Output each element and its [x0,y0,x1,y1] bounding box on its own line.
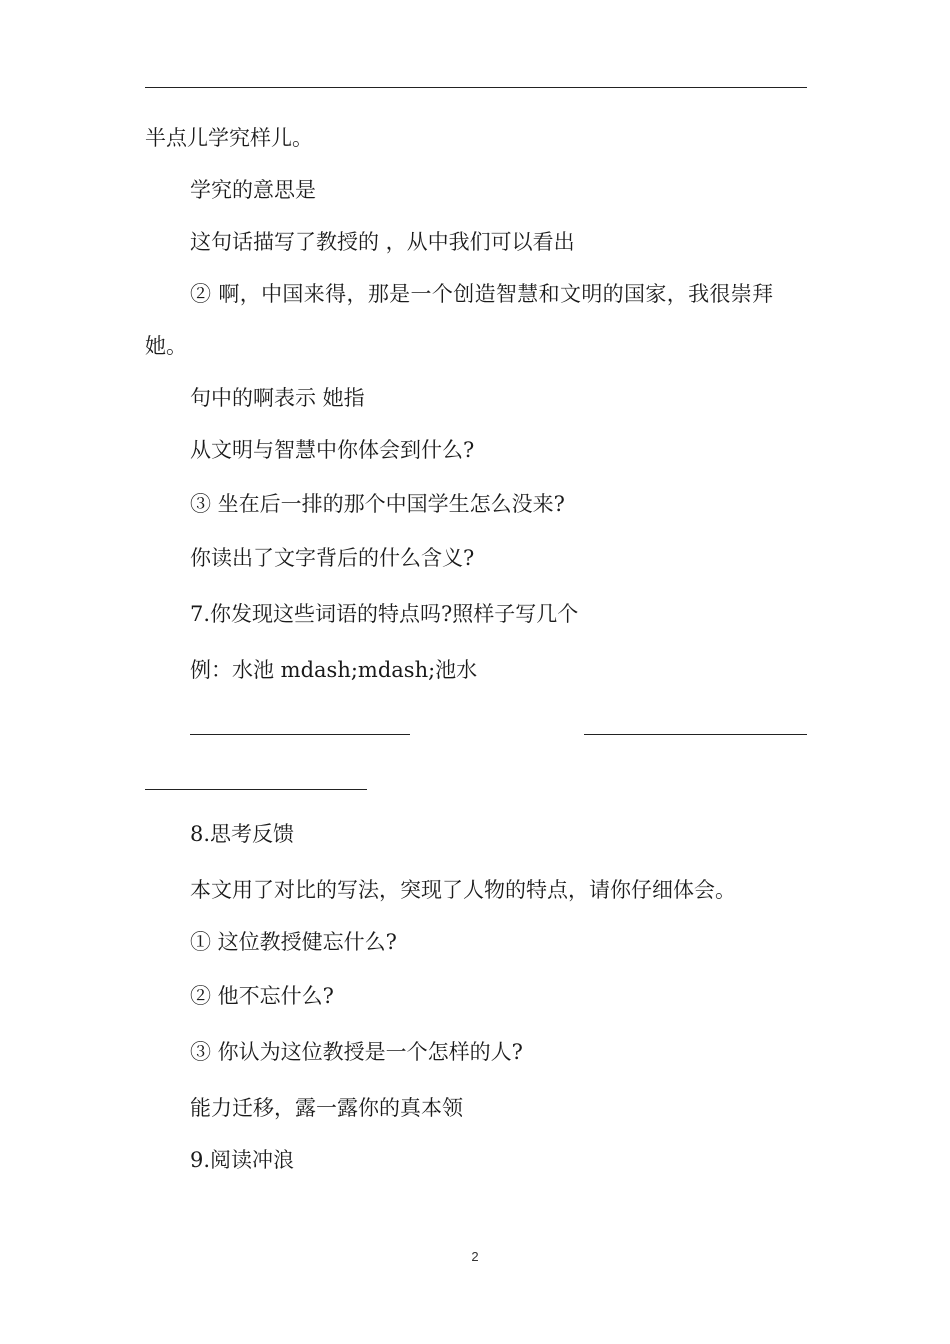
text-line-16: ③ 你认为这位教授是一个怎样的人? [190,1040,523,1064]
text-line-10: 7.你发现这些词语的特点吗?照样子写几个 [190,602,579,626]
text-line-17: 能力迁移，露一露你的真本领 [190,1096,463,1120]
text-line-3: 这句话描写了教授的 ，从中我们可以看出 [190,230,575,254]
answer-blank-2[interactable] [584,734,807,735]
text-line-18: 9.阅读冲浪 [190,1148,295,1172]
text-line-9: 你读出了文字背后的什么含义? [190,546,475,570]
text-line-13: 本文用了对比的写法，突现了人物的特点，请你仔细体会。 [190,878,736,902]
text-line-1: 半点儿学究样儿。 [145,126,313,150]
text-line-11: 例：水池 mdash;mdash;池水 [190,658,478,682]
text-line-6: 句中的啊表示 她指 [190,386,365,410]
text-line-2: 学究的意思是 [190,178,316,202]
answer-blank-3[interactable] [145,789,367,790]
text-line-15: ② 他不忘什么? [190,984,334,1008]
text-line-7: 从文明与智慧中你体会到什么? [190,438,475,462]
text-line-8: ③ 坐在后一排的那个中国学生怎么没来? [190,492,565,516]
header-rule [145,87,807,88]
text-line-14: ① 这位教授健忘什么? [190,930,397,954]
text-line-12: 8.思考反馈 [190,822,295,846]
text-line-5: 她。 [145,334,187,358]
text-line-4: ② 啊，中国来得，那是一个创造智慧和文明的国家，我很崇拜 [190,282,774,306]
page-number: 2 [471,1249,479,1264]
answer-blank-1[interactable] [190,734,410,735]
